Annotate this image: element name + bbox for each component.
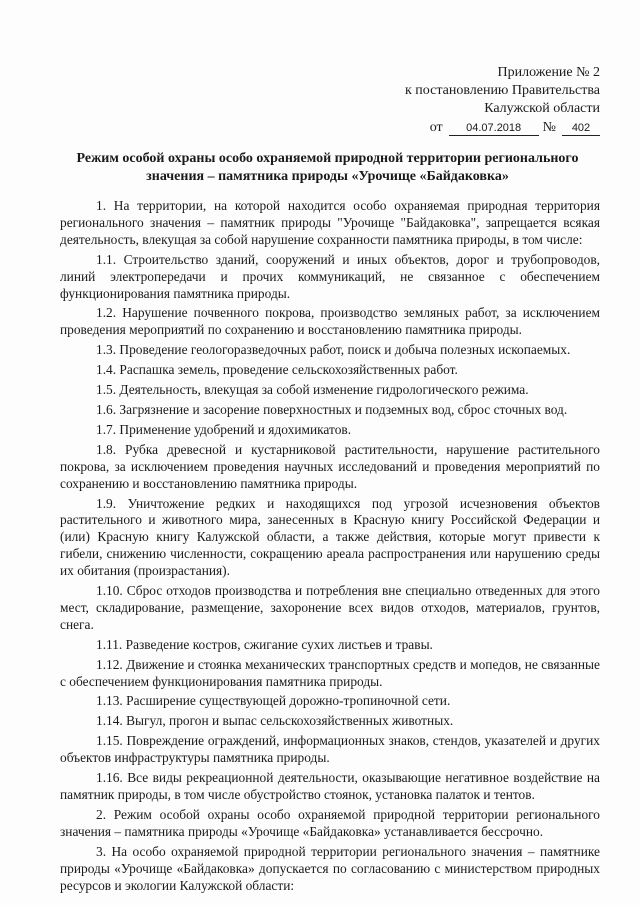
appendix-region: Калужской области — [484, 101, 600, 116]
decree-date-line — [405, 119, 600, 137]
paragraph-1-15: 1.15. Повреждение ограждений, информационных знаков, стендов, указателей и других объектов инфраструктуры памятника природы. — [60, 733, 600, 766]
paragraph-1-6: 1.6. Загрязнение и засорение поверхностных и подземных вод, сброс сточных вод. — [96, 401, 568, 417]
appendix-reference: к постановлению Правительства — [404, 83, 600, 98]
paragraph-1-11: 1.11. Разведение костров, сжигание сухих листьев и травы. — [96, 636, 433, 652]
paragraph-3: 3. На особо охраняемой природной территории регионального значения – памятнике природы «Урочище «Байдаковка» допускается по согласованию с министерством природных ресурсов и экологии Калужской области: — [60, 843, 600, 893]
number-prefix: № — [542, 120, 556, 135]
document-title: Режим особой охраны особо охраняемой природной территории регионального значения – памятника природы «Урочище «Байдаковка» — [76, 151, 579, 184]
paragraph-1-3: 1.3. Проведение геологоразведочных работ, поиск и добыча полезных ископаемых. — [96, 342, 571, 358]
paragraph-1-12: 1.12. Движение и стоянка механических транспортных средств и мопедов, не связанные с обеспечением функционирования памятника природы. — [60, 656, 600, 689]
paragraph-1-13: 1.13. Расширение существующей дорожно-тропиночной сети. — [96, 693, 451, 709]
appendix-header — [405, 64, 600, 137]
appendix-number: Приложение № 2 — [497, 65, 600, 80]
paragraph-1-4: 1.4. Распашка земель, проведение сельскохозяйственных работ. — [96, 362, 458, 378]
paragraph-1-14: 1.14. Выгул, прогон и выпас сельскохозяйственных животных. — [96, 713, 454, 729]
paragraph-1: 1. На территории, на которой находится особо охраняемая природная территория регионального значения – памятник природы "Урочище "Байдаковка", запрещается всякая деятельность, влекущая за собой нарушение сохранности памятника природы, в том числе: — [60, 198, 600, 247]
paragraph-1-5: 1.5. Деятельность, влекущая за собой изменение гидрологического режима. — [96, 382, 529, 398]
paragraph-1-7: 1.7. Применение удобрений и ядохимикатов. — [96, 421, 352, 437]
paragraph-2: 2. Режим особой охраны особо охраняемой природной территории регионального значения – памятника природы «Урочище «Байдаковка» устанавливается бессрочно. — [60, 806, 600, 839]
decree-number: 402 — [562, 121, 600, 136]
paragraph-1-10: 1.10. Сброс отходов производства и потребления вне специально отведенных для этого мест, складирование, размещение, захоронение всех видов отходов, материалов, грунтов, снега. — [60, 583, 600, 632]
paragraph-1-9: 1.9. Уничтожение редких и находящихся под угрозой исчезновения объектов растительного и животного мира, занесенных в Красную книгу Российской Федерации и (или) Красную книгу Калужской области, а также действия, которые могут привести к гибели, снижению численности, сокращению ареала распространения или нарушению среды их обитания (произрастания). — [60, 495, 600, 579]
paragraph-1-1: 1.1. Строительство зданий, сооружений и иных объектов, дорог и трубопроводов, линий электропередачи и прочих коммуникаций, не связанное с обеспечением функционирования памятника природы. — [60, 251, 600, 301]
paragraph-1-16: 1.16. Все виды рекреационной деятельности, оказывающие негативное воздействие на памятник природы, в том числе обустройство стоянок, установка палаток и тентов. — [60, 770, 600, 802]
paragraph-1-2: 1.2. Нарушение почвенного покрова, производство земляных работ, за исключением проведения мероприятий по сохранению и восстановлению памятника природы. — [60, 305, 600, 338]
date-prefix: от — [429, 120, 443, 135]
document-body — [60, 198, 600, 897]
decree-date: 04.07.2018 — [449, 121, 539, 136]
paragraph-1-8: 1.8. Рубка древесной и кустарниковой растительности, нарушение растительного покрова, за исключением проведения научных исследований и проведения мероприятий по сохранению и восстановлению памятника природы. — [60, 441, 600, 491]
